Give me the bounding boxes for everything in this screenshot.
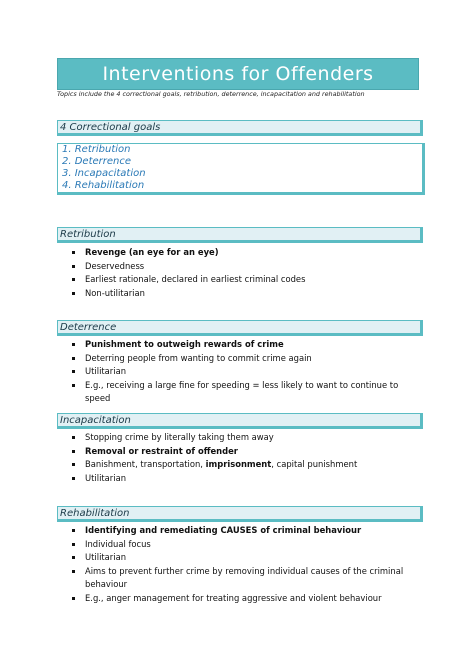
- goals-heading-box: [57, 120, 423, 136]
- bullet-icon: [72, 436, 75, 439]
- list-item: Deservedness: [72, 260, 422, 274]
- list-item: Removal or restraint of offender: [72, 445, 422, 459]
- bullet-icon: [72, 556, 75, 559]
- list-item: Utilitarian: [72, 365, 422, 379]
- goal-item: 2. Deterrence: [62, 156, 132, 167]
- incapacitation-list: [72, 431, 422, 485]
- bullet-icon: [72, 357, 75, 360]
- bullet-icon: [72, 343, 75, 346]
- page-title: Interventions for Offenders: [102, 63, 374, 85]
- list-item: Aims to prevent further crime by removing individual causes of the criminal behaviour: [72, 565, 405, 592]
- goals-list: [62, 144, 422, 192]
- retribution-heading: Retribution: [60, 228, 116, 240]
- bullet-icon: [72, 265, 75, 268]
- bullet-icon: [72, 477, 75, 480]
- list-item: Identifying and remediating CAUSES of criminal behaviour: [72, 524, 422, 538]
- list-item: E.g., anger management for treating aggressive and violent behaviour: [72, 592, 422, 606]
- list-item: Banishment, transportation, imprisonment, capital punishment: [72, 458, 422, 472]
- bullet-icon: [72, 543, 75, 546]
- goals-heading: 4 Correctional goals: [60, 121, 161, 133]
- list-item: Utilitarian: [72, 472, 422, 486]
- list-item: Earliest rationale, declared in earliest criminal codes: [72, 273, 422, 287]
- bullet-icon: [72, 292, 75, 295]
- deterrence-heading: Deterrence: [60, 321, 117, 333]
- bullet-icon: [72, 384, 75, 387]
- list-item: Non-utilitarian: [72, 287, 422, 301]
- goal-item: 1. Retribution: [62, 144, 131, 155]
- rehabilitation-heading-box: [57, 506, 423, 522]
- retribution-list: [72, 246, 422, 300]
- bullet-icon: [72, 463, 75, 466]
- retribution-heading-box: [57, 227, 423, 243]
- list-item: E.g., receiving a large fine for speeding = less likely to want to continue to speed: [72, 379, 422, 406]
- goal-item: 3. Incapacitation: [62, 168, 146, 179]
- incapacitation-heading-box: [57, 413, 423, 429]
- incapacitation-heading: Incapacitation: [60, 414, 131, 426]
- bullet-icon: [72, 450, 75, 453]
- list-item: Revenge (an eye for an eye): [72, 246, 422, 260]
- deterrence-heading-box: [57, 320, 423, 336]
- list-item: Deterring people from wanting to commit crime again: [72, 352, 422, 366]
- list-item: Utilitarian: [72, 551, 422, 565]
- bullet-icon: [72, 570, 75, 573]
- goal-item: 4. Rehabilitation: [62, 180, 145, 191]
- list-item: Individual focus: [72, 538, 422, 552]
- bullet-icon: [72, 597, 75, 600]
- bullet-icon: [72, 278, 75, 281]
- page-subtitle: Topics include the 4 correctional goals, retribution, deterrence, incapacitation and rehabilitation: [57, 90, 365, 98]
- bullet-icon: [72, 251, 75, 254]
- deterrence-list: [72, 338, 422, 406]
- list-item: Punishment to outweigh rewards of crime: [72, 338, 422, 352]
- goals-list-box: [57, 143, 425, 195]
- rehabilitation-list: [72, 524, 422, 605]
- list-item: Stopping crime by literally taking them away: [72, 431, 422, 445]
- bullet-icon: [72, 370, 75, 373]
- bullet-icon: [72, 529, 75, 532]
- title-banner: [57, 58, 419, 90]
- rehabilitation-heading: Rehabilitation: [60, 507, 130, 519]
